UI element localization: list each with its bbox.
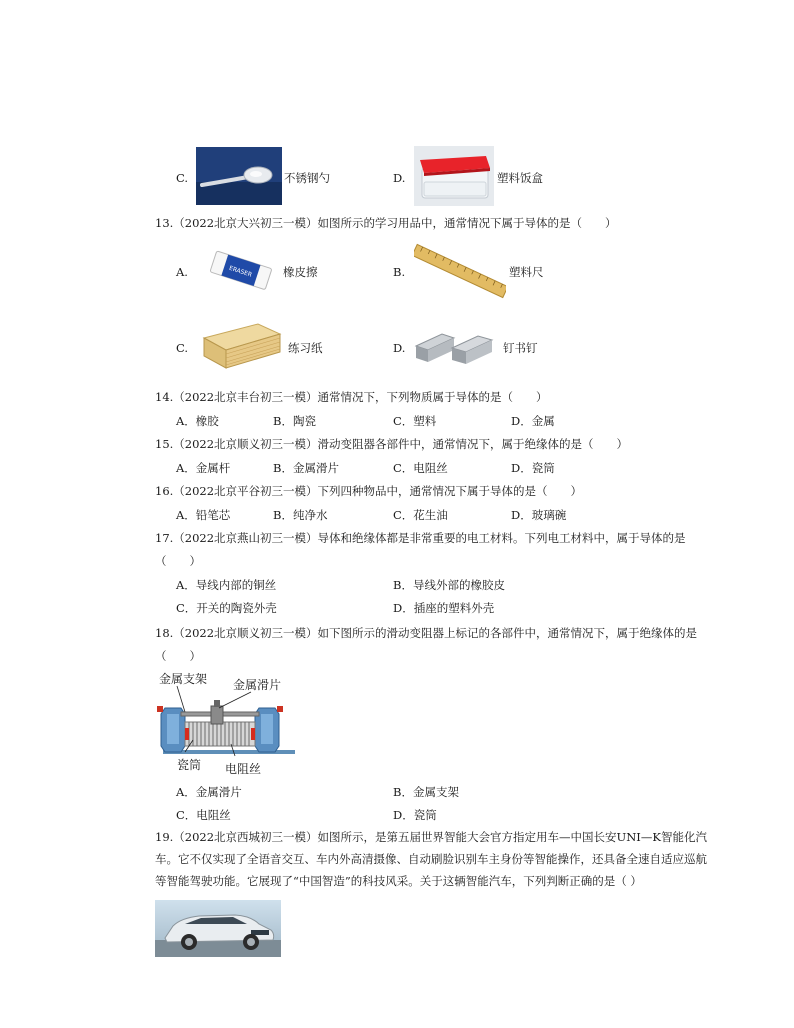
- q17-option-b: B．导线外部的橡胶皮: [393, 578, 505, 592]
- eraser-image: [206, 243, 274, 297]
- smart-car-image: [155, 900, 281, 957]
- q15-stem: 15.（2022北京顺义初三一模）滑动变阻器各部件中，通常情况下，属于绝缘体的是（ ）: [155, 437, 629, 451]
- staples-image: [412, 322, 498, 370]
- q16-option-a: A．铅笔芯: [176, 508, 231, 522]
- q18-stem-line2: （ ）: [155, 649, 201, 663]
- q13-option-a-text: 橡皮擦: [283, 265, 318, 279]
- q18-option-d: D．瓷筒: [393, 808, 437, 822]
- label-ceramic-tube: 瓷筒: [177, 758, 202, 772]
- ruler-image: [414, 243, 506, 299]
- q13-option-d-letter: D.: [393, 341, 406, 355]
- exercise-paper-image: [200, 316, 282, 376]
- q16-option-b: B．纯净水: [273, 508, 328, 522]
- q16-stem: 16.（2022北京平谷初三一模）下列四种物品中，通常情况下属于导体的是（ ）: [155, 484, 583, 498]
- q17-stem-line1: 17.（2022北京燕山初三一模）导体和绝缘体都是非常重要的电工材料。下列电工材料中，属于导体的是: [155, 531, 686, 545]
- label-metal-bracket: 金属支架: [159, 672, 208, 686]
- q14-option-d: D．金属: [511, 414, 555, 428]
- q12-option-c-letter: C.: [176, 171, 189, 185]
- q15-option-a: A．金属杆: [176, 461, 231, 475]
- label-resistance-wire: 电阻丝: [225, 762, 262, 776]
- q15-option-d: D．瓷筒: [511, 461, 555, 475]
- q14-stem: 14.（2022北京丰台初三一模）通常情况下，下列物质属于导体的是（ ）: [155, 390, 548, 404]
- q18-option-a: A．金属滑片: [176, 785, 242, 799]
- q12-option-d-letter: D.: [393, 171, 406, 185]
- q15-option-c: C．电阻丝: [393, 461, 448, 475]
- eraser-brand-text: ERASER: [228, 264, 253, 279]
- spoon-image: [196, 147, 282, 205]
- q13-option-b-text: 塑料尺: [509, 265, 544, 279]
- q16-option-d: D．玻璃碗: [511, 508, 567, 522]
- plastic-lunchbox-image: [414, 146, 494, 206]
- q14-option-c: C．塑料: [393, 414, 437, 428]
- q18-option-b: B．金属支架: [393, 785, 459, 799]
- q14-option-a: A．橡胶: [176, 414, 219, 428]
- q16-option-c: C．花生油: [393, 508, 448, 522]
- q19-paragraph: 19.（2022北京西城初三一模）如图所示，是第五届世界智能大会官方指定用车—中国长安UNI—K智能化汽车。它不仅实现了全语音交互、车内外高清摄像、自动刷脸识别车主身份等智能操作，还具备全速自适应巡航等智能驾驶功能。它展现了“中国智造”的科技风采。关于这辆智能汽车，下列判断正确的是（ ）: [155, 830, 707, 888]
- q17-stem-line2: （ ）: [155, 554, 201, 568]
- q13-option-b-letter: B.: [393, 265, 406, 279]
- q15-option-b: B．金属滑片: [273, 461, 339, 475]
- q13-option-d-text: 钉书钉: [503, 341, 538, 355]
- q13-stem: 13.（2022北京大兴初三一模）如图所示的学习用品中，通常情况下属于导体的是（ ）: [155, 216, 617, 230]
- q13-option-c-letter: C.: [176, 341, 189, 355]
- q13-option-a-letter: A.: [176, 265, 188, 279]
- q17-option-d: D．插座的塑料外壳: [393, 601, 495, 615]
- q17-option-a: A．导线内部的铜丝: [176, 578, 277, 592]
- rheostat-diagram: [155, 668, 305, 778]
- q17-option-c: C．开关的陶瓷外壳: [176, 601, 277, 615]
- q12-option-d-text: 塑料饭盒: [497, 171, 543, 185]
- q12-option-c-text: 不锈钢勺: [284, 171, 330, 185]
- q18-stem-line1: 18.（2022北京顺义初三一模）如下图所示的滑动变阻器上标记的各部件中，通常情况下，属于绝缘体的是: [155, 626, 698, 640]
- label-metal-slider: 金属滑片: [233, 678, 282, 692]
- q13-option-c-text: 练习纸: [288, 341, 323, 355]
- q18-option-c: C．电阻丝: [176, 808, 231, 822]
- q14-option-b: B．陶瓷: [273, 414, 316, 428]
